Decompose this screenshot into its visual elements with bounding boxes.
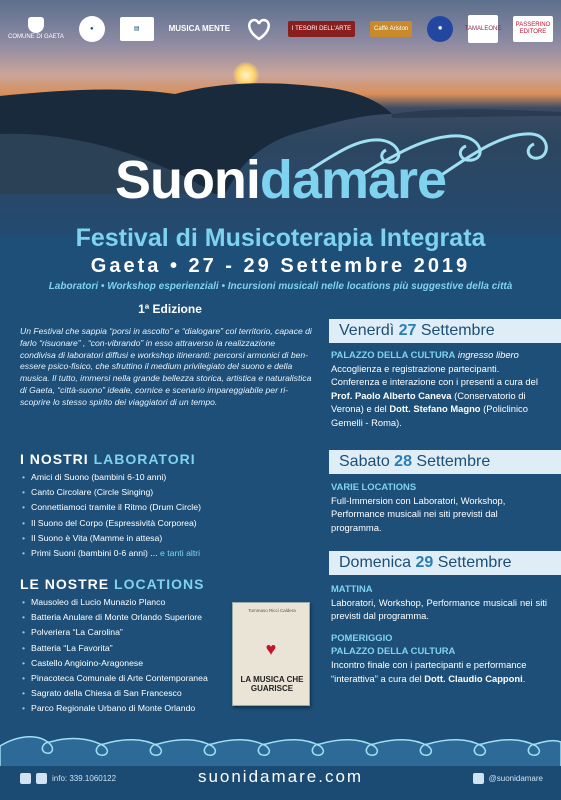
footer-social[interactable] xyxy=(473,773,543,784)
event-text xyxy=(331,658,547,685)
day-header-friday xyxy=(329,319,561,343)
caffe-logo: Caffè Ariston xyxy=(370,21,412,37)
sponsor-logos xyxy=(0,0,561,58)
day-header-saturday xyxy=(329,450,561,474)
event-text: (Policlinico Gemelli - Roma). xyxy=(331,403,528,428)
day-name: Sabato xyxy=(339,453,390,470)
laboratori-heading-a: I NOSTRI xyxy=(20,451,94,467)
contact-info: info: 339.1060122 xyxy=(52,774,117,783)
day-name: Venerdì xyxy=(339,322,395,339)
musicamente-logo: MUSICA MENTE xyxy=(168,24,231,33)
festival-title xyxy=(0,150,561,210)
day-header-sunday xyxy=(329,551,561,575)
laboratori-heading-b: LABORATORI xyxy=(93,451,196,467)
list-item: • Batteria Anulare di Monte Orlando Superiore xyxy=(22,610,208,625)
event-text: Incontro finale con i partecipanti e performance “interattiva” a cura del xyxy=(331,658,527,684)
list-item: • Polveriera “La Carolina” xyxy=(22,625,208,640)
list-item: • Mausoleo di Lucio Munazio Planco xyxy=(22,595,208,610)
comune-gaeta-logo xyxy=(8,14,64,44)
institute-logo: ▤ xyxy=(120,17,154,41)
list-item-text: Primi Suoni (bambini 0-6 anni) ... xyxy=(31,548,158,559)
list-item: • Pinacoteca Comunale di Arte Contemporanea xyxy=(22,671,208,686)
event-time: MATTINA xyxy=(331,583,373,594)
tesori-arte-logo: I TESORI DELL'ARTE xyxy=(288,21,355,37)
locations-heading-b: LOCATIONS xyxy=(114,576,205,592)
list-item: • Sagrato della Chiesa di San Francesco xyxy=(22,686,208,701)
list-item: • Il Suono del Corpo (Espressività Corporea) xyxy=(22,516,201,531)
sunday-event xyxy=(331,582,547,685)
day-number: 29 xyxy=(415,554,434,571)
passerino-logo: PASSERINO EDITORE xyxy=(513,16,553,42)
event-text: Laboratori, Workshop, Performance musicali nei siti previsti dal programma. xyxy=(331,596,547,622)
comune-label: COMUNE DI GAETA xyxy=(8,34,64,40)
title-part1: Suoni xyxy=(114,150,260,210)
friday-event xyxy=(331,348,547,430)
intro-paragraph: Un Festival che sappia “porsi in ascolto” e “dialogare” col territorio, capace di farlo “risuonare” , “con-vibrando” in esso attraverso la realizzazione condivisa di laboratori diffusi e workshop itineranti: percorsi armonici di ben-essere psico-fisico, che sfruttino il medium privilegiato del suono e della musica. Il tutto, immersi nella grande bellezza storica, artistica e naturalistica di Gaeta, “città-suono” ideale, cornice e scenario impareggiabile per ri-scoprire lo stesso spirito dei viaggiatori di un tempo. xyxy=(20,326,312,407)
event-text: Full-Immersion con Laboratori, Workshop, Performance musicali nei siti previsti dal programma. xyxy=(331,494,506,533)
event-text: . xyxy=(522,672,526,684)
event-text: (Conservatorio di Verona) e del xyxy=(331,389,526,415)
locations-list xyxy=(22,595,208,717)
list-item: • Castello Angioino-Aragonese xyxy=(22,656,208,671)
day-month: Settembre xyxy=(437,554,512,571)
association-seal-logo: ● xyxy=(79,16,105,42)
saturday-event xyxy=(331,480,547,534)
list-item: • Canto Circolare (Circle Singing) xyxy=(22,485,201,500)
day-number: 28 xyxy=(394,453,412,470)
day-number: 27 xyxy=(398,322,417,339)
book-cover xyxy=(232,602,310,706)
locations-heading-a: LE NOSTRE xyxy=(20,576,115,592)
speaker-name: Dott. Stefano Magno xyxy=(389,403,481,415)
list-item: • Connettiamoci tramite il Ritmo (Drum Circle) xyxy=(22,500,201,515)
facebook-icon xyxy=(473,773,484,784)
speaker-name: Prof. Paolo Alberto Caneva xyxy=(331,389,452,401)
day-month: Settembre xyxy=(420,322,495,339)
laboratori-heading xyxy=(20,451,196,467)
list-item: • Il Suono è Vita (Mamme in attesa) xyxy=(22,531,201,546)
website-url[interactable]: suonidamare.com xyxy=(197,767,364,786)
title-part2: damare xyxy=(259,150,447,210)
tamaleone-logo: TAMALEONE xyxy=(468,15,498,43)
heart-icon: ♥ xyxy=(265,639,277,659)
social-handle: @suonidamare xyxy=(488,774,543,783)
laboratori-list xyxy=(22,470,201,561)
tagline: Laboratori • Workshop esperienziali • Incursioni musicali nelle locations più suggestive della città xyxy=(48,281,513,292)
day-name: Domenica xyxy=(339,554,412,571)
list-item xyxy=(22,546,201,561)
speaker-name: Dott. Claudio Capponi xyxy=(424,672,523,684)
list-item: • Amici di Suono (bambini 6-10 anni) xyxy=(22,470,201,485)
book-author: Tommaso Ricci Caldera xyxy=(248,608,296,613)
event-place: PALAZZO DELLA CULTURA xyxy=(331,645,456,657)
festival-dates: Gaeta • 27 - 29 Settembre 2019 xyxy=(90,255,471,277)
event-text: Accoglienza e registrazione partecipanti. Conferenza e interazione con i presenti a cura del xyxy=(331,362,538,388)
blue-seal-logo: ✹ xyxy=(427,16,453,42)
event-place: PALAZZO DELLA CULTURA xyxy=(331,349,456,360)
more-label: e tanti altri xyxy=(159,548,201,559)
subtitle: Festival di Musicoterapia Integrata xyxy=(75,224,486,252)
event-place: VARIE LOCATIONS xyxy=(331,481,417,492)
event-time: POMERIGGIO xyxy=(331,631,393,643)
day-month: Settembre xyxy=(416,453,491,470)
list-item: • Parco Regionale Urbano di Monte Orlando xyxy=(22,701,208,716)
list-item: • Batteria “La Favorita” xyxy=(22,641,208,656)
book-title: LA MUSICA CHE GUARISCE xyxy=(240,675,304,693)
edition-label: 1ª Edizione xyxy=(138,302,202,316)
heart-loop-logo xyxy=(245,14,273,44)
event-note: ingresso libero xyxy=(457,349,519,360)
locations-heading xyxy=(20,576,204,592)
